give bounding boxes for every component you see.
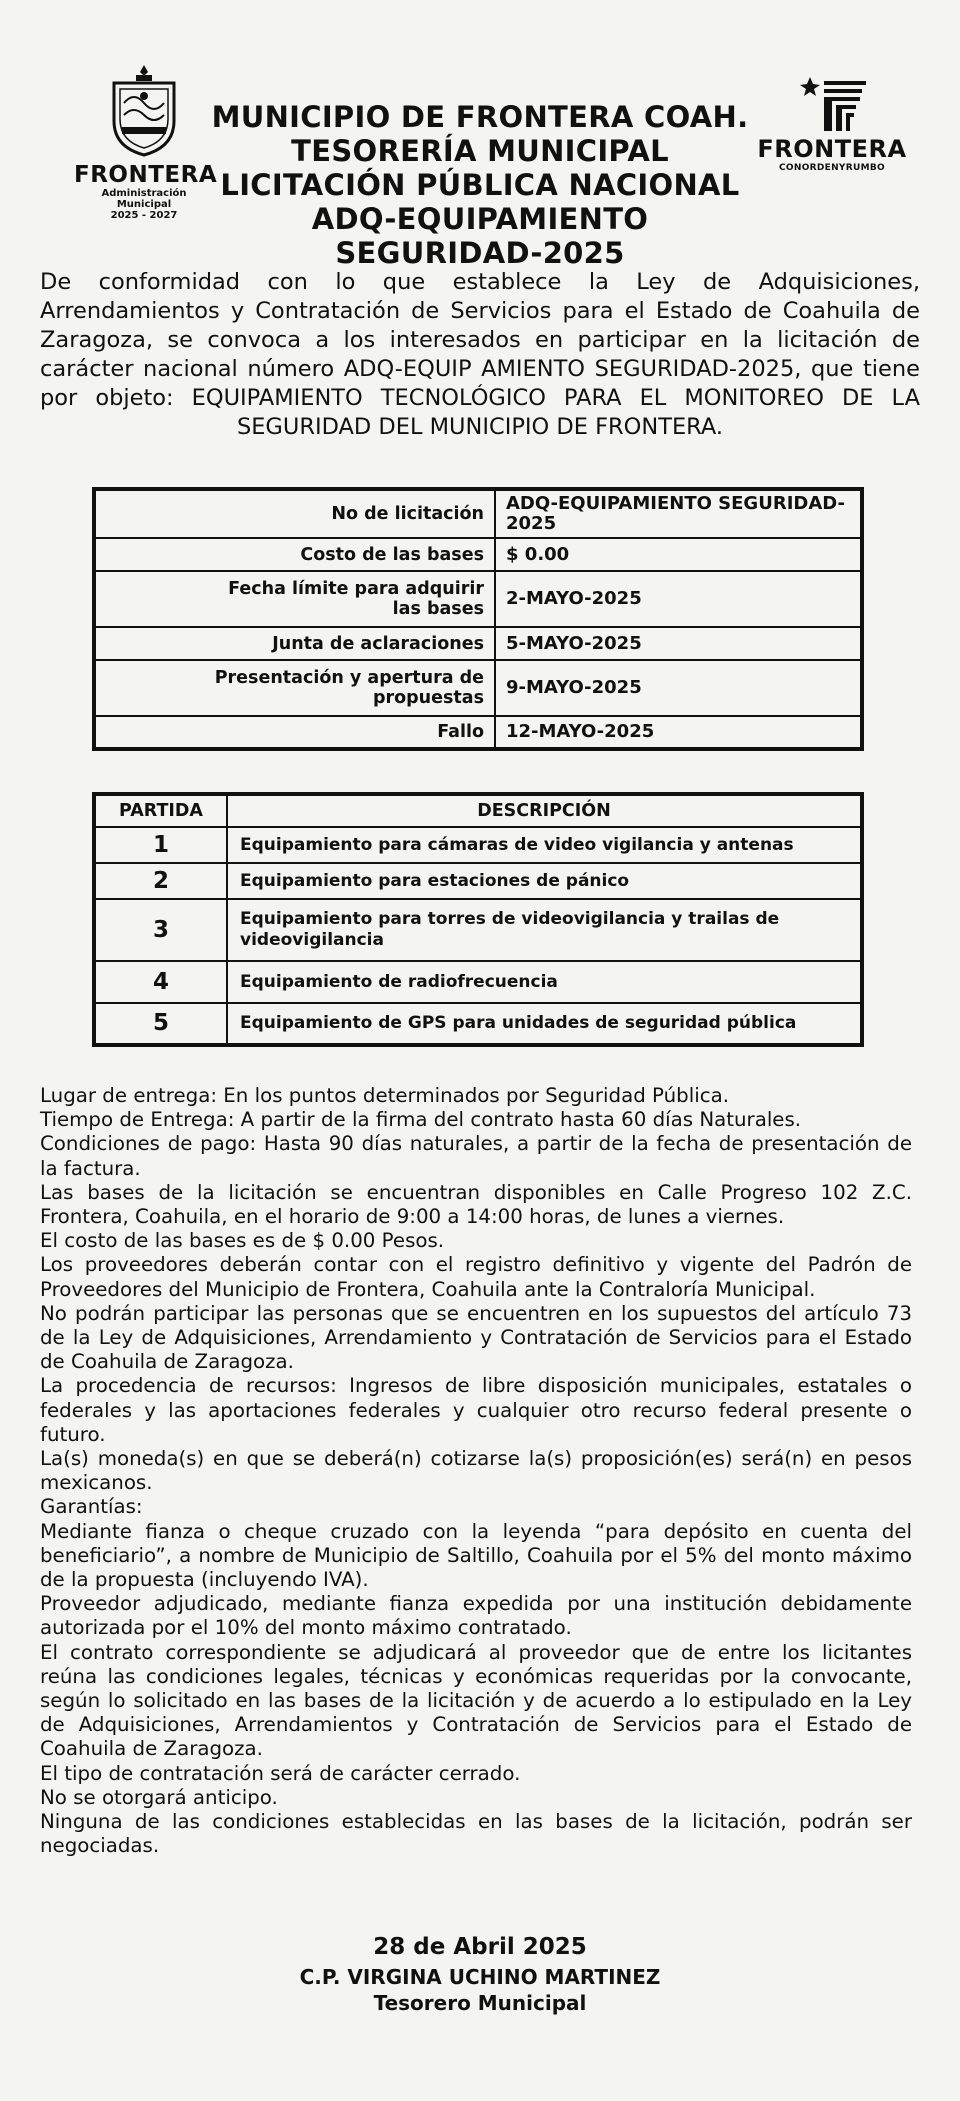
title-municipality: MUNICIPIO DE FRONTERA COAH. <box>211 100 749 134</box>
schedule-label: Fallo <box>94 716 495 749</box>
table-row <box>94 1003 862 1045</box>
item-description: Equipamiento para cámaras de video vigilancia y antenas <box>227 827 862 863</box>
conditions-list <box>40 1084 912 1859</box>
condition-item: Proveedor adjudicado, mediante fianza expedida por una institución debidamente autorizada por el 10% del monto máximo contratado. <box>40 1592 912 1640</box>
schedule-label: Presentación y apertura de propuestas <box>94 660 495 716</box>
schedule-value: 9-MAYO-2025 <box>495 660 862 716</box>
condition-item: Tiempo de Entrega: A partir de la firma del contrato hasta 60 días Naturales. <box>40 1108 802 1132</box>
item-description: Equipamiento de GPS para unidades de seguridad pública <box>227 1003 862 1045</box>
right-logo <box>752 73 912 173</box>
condition-item: Las bases de la licitación se encuentran disponibles en Calle Progreso 102 Z.C. Frontera, Coahuila, en el horario de 9:00 a 14:00 horas, de lunes a viernes. <box>40 1180 912 1229</box>
table-row <box>94 827 862 863</box>
schedule-value: ADQ-EQUIPAMIENTO SEGURIDAD-2025 <box>495 489 862 538</box>
condition-item: Ninguna de las condiciones establecidas en las bases de la licitación, podrán ser negociadas. <box>40 1810 912 1858</box>
right-logo-name: FRONTERA <box>757 135 907 163</box>
condition-item: La(s) moneda(s) en que se deberá(n) cotizarse la(s) proposición(es) será(n) en pesos mexicanos. <box>40 1447 912 1495</box>
item-number: 4 <box>94 961 227 1003</box>
left-logo-years: 2025 - 2027 <box>110 210 178 221</box>
table-row <box>94 716 862 749</box>
table-row <box>94 627 862 660</box>
condition-item: El contrato correspondiente se adjudicará al proveedor que de entre los licitantes reúna las condiciones legales, técnicas y económicas requeridas por la convocante, según lo solicitado en las bases de la licitación y de acuerdo a lo estipulado en la Ley de Adquisiciones, Arrendamientos y Contratación de Servicios para el Estado de Coahuila de Zaragoza. <box>40 1640 912 1761</box>
header <box>0 55 960 270</box>
signature-block <box>0 1932 960 2016</box>
schedule-value: 2-MAYO-2025 <box>495 571 862 627</box>
table-row <box>94 571 862 627</box>
item-description: Equipamiento de radiofrecuencia <box>227 961 862 1003</box>
table-row <box>94 489 862 538</box>
condition-item: Los proveedores deberán contar con el registro definitivo y vigente del Padrón de Proveedores del Municipio de Frontera, Coahuila ante la Contraloría Municipal. <box>40 1253 912 1301</box>
schedule-value: $ 0.00 <box>495 538 862 571</box>
right-logo-tagline: CONORDENYRUMBO <box>779 163 885 173</box>
condition-item: No se otorgará anticipo. <box>40 1785 278 1809</box>
crest-icon <box>108 63 180 158</box>
items-table <box>92 792 864 1047</box>
condition-item: Mediante fianza o cheque cruzado con la leyenda “para depósito en cuenta del beneficiario”, a nombre de Municipio de Saltillo, Coahuila por el 5% del monto máximo de la propuesta (incluyendo IVA). <box>40 1519 912 1592</box>
title-tender-number: ADQ-EQUIPAMIENTO SEGURIDAD-2025 <box>311 202 649 270</box>
item-number: 2 <box>94 863 227 899</box>
table-header-row <box>94 794 862 827</box>
schedule-value: 5-MAYO-2025 <box>495 627 862 660</box>
schedule-table <box>92 487 864 751</box>
left-logo-subtitle: Administración Municipal <box>101 188 187 210</box>
schedule-label: Junta de aclaraciones <box>94 627 495 660</box>
frontera-mark-icon <box>792 73 872 133</box>
schedule-label: Fecha límite para adquirir las bases <box>94 571 495 627</box>
table-row <box>94 961 862 1003</box>
notice-date: 28 de Abril 2025 <box>373 1934 587 1960</box>
condition-item: El tipo de contratación será de carácter cerrado. <box>40 1761 521 1785</box>
left-logo-name: FRONTERA <box>74 162 218 188</box>
condition-item: Condiciones de pago: Hasta 90 días naturales, a partir de la fecha de presentación de la factura. <box>40 1132 912 1180</box>
schedule-label: No de licitación <box>94 489 495 538</box>
signer-role: Tesorero Municipal <box>373 1991 587 2015</box>
condition-item: Lugar de entrega: En los puntos determinados por Seguridad Pública. <box>40 1084 730 1107</box>
table-row <box>94 863 862 899</box>
table-row <box>94 538 862 571</box>
condition-item: El costo de las bases es de $ 0.00 Pesos. <box>40 1229 445 1253</box>
item-description: Equipamiento para torres de videovigilancia y trailas de videovigilancia <box>227 899 862 961</box>
title-treasury: TESORERÍA MUNICIPAL <box>291 134 669 168</box>
column-header-partida: PARTIDA <box>94 794 227 827</box>
left-logo <box>74 63 218 221</box>
condition-item: Garantías: <box>40 1495 143 1519</box>
item-number: 5 <box>94 1003 227 1045</box>
column-header-descripcion: DESCRIPCIÓN <box>227 794 862 827</box>
condition-item: La procedencia de recursos: Ingresos de libre disposición municipales, estatales o federales y las aportaciones federales y cualquier otro recurso federal presente o futuro. <box>40 1374 912 1446</box>
item-description: Equipamiento para estaciones de pánico <box>227 863 862 899</box>
table-row <box>94 899 862 961</box>
condition-item: No podrán participar las personas que se encuentren en los supuestos del artículo 73 de la Ley de Adquisiciones, Arrendamiento y Contratación de Servicios para el Estado de Coahuila de Zaragoza. <box>40 1301 912 1374</box>
signer-name: C.P. VIRGINA UCHINO MARTINEZ <box>299 1965 661 1989</box>
intro-paragraph: De conformidad con lo que establece la Ley de Adquisiciones, Arrendamientos y Contratación de Servicios para el Estado de Coahuila de Zaragoza, se convoca a los interesados en participar en la licitación de carácter nacional número ADQ-EQUIP AMIENTO SEGURIDAD-2025, que tiene por objeto: EQUIPAMIENTO TECNOLÓGICO PARA EL MONITOREO DE LA SEGURIDAD DEL MUNICIPIO DE FRONTERA. <box>40 269 920 440</box>
table-row <box>94 660 862 716</box>
item-number: 1 <box>94 827 227 863</box>
schedule-label: Costo de las bases <box>94 538 495 571</box>
title-tender-type: LICITACIÓN PÚBLICA NACIONAL <box>220 168 740 202</box>
notice-titles <box>210 100 750 270</box>
item-number: 3 <box>94 899 227 961</box>
schedule-value: 12-MAYO-2025 <box>495 716 862 749</box>
